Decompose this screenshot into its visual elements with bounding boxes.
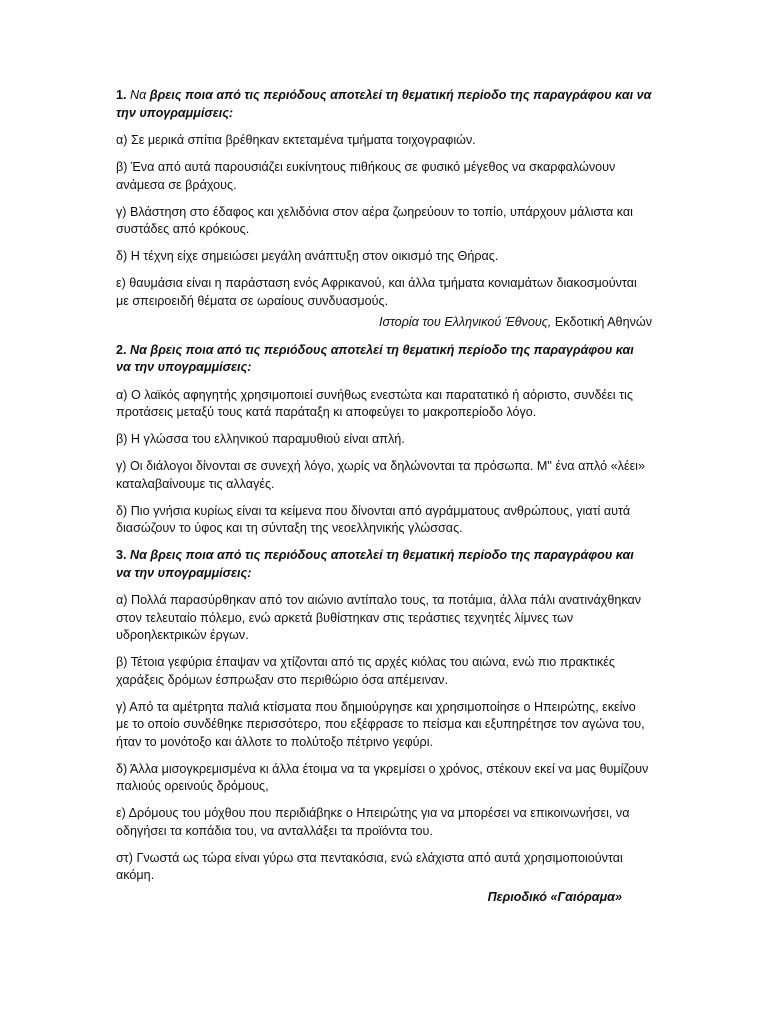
paragraph-sentence: δ) Άλλα μισογκρεμισμένα κι άλλα έτοιμα να τα γκρεμίσει ο χρόνος, στέκουν εκεί να μας θυμίζουν παλιούς ορεινούς δρόμους, [116, 761, 649, 793]
paragraph-sentence: δ) Η τέχνη είχε σημειώσει μεγάλη ανάπτυξη στον οικισμό της Θήρας. [116, 249, 499, 263]
exercise-number: 2. [116, 342, 127, 357]
exercise-title-text: βρεις ποια από τις περιόδους αποτελεί τη θεματική περίοδο της παραγράφου και να την υπογραμμίσεις: [116, 88, 652, 120]
exercise-2 [116, 342, 652, 538]
exercise-title-na: Να [130, 548, 147, 562]
exercise-3-title [116, 547, 652, 582]
source-title: Ιστορία του Ελληνικού Έθνους, [379, 315, 552, 329]
source-citation: Περιοδικό «Γαιόραμα» [487, 889, 622, 904]
exercise-1 [116, 87, 652, 332]
exercise-title-na: Να [130, 88, 147, 102]
paragraph-sentence: γ) Βλάστηση στο έδαφος και χελιδόνια στον αέρα ζωηρεύουν το τοπίο, υπάρχουν μάλιστα και συστάδες από κρόκους. [116, 204, 633, 236]
exercise-title-text: βρεις ποια από τις περιόδους αποτελεί τη θεματική περίοδο της παραγράφου και να την υπογραμμίσεις: [116, 342, 634, 374]
paragraph-sentence: α) Σε μερικά σπίτια βρέθηκαν εκτεταμένα τμήματα τοιχογραφιών. [116, 133, 476, 147]
paragraph-sentence: β) Τέτοια γεφύρια έπαψαν να χτίζονται από τις αρχές κιόλας του αιώνα, ενώ πιο πρακτικές χαράξεις δρόμων έσπρωξαν στο περιθώριο όσα απέμειναν. [116, 655, 615, 687]
exercise-number: 3. [116, 548, 127, 562]
paragraph-sentence: β) Ένα από αυτά παρουσιάζει ευκίνητους πιθήκους σε φυσικό μέγεθος να σκαρφαλώνουν ανάμεσα σε βράχους. [116, 160, 616, 192]
paragraph-sentence: γ) Οι διάλογοι δίνονται σε συνεχή λόγο, χωρίς να δηλώνονται τα πρόσωπα. Μ" ένα απλό «λέει» καταλαβαίνουμε τις αλλαγές. [116, 459, 645, 491]
document-page [116, 87, 652, 906]
exercise-2-title [116, 342, 652, 377]
paragraph-sentence: β) Η γλώσσα του ελληνικού παραμυθιού είναι απλή. [116, 432, 405, 446]
paragraph-sentence: α) Πολλά παρασύρθηκαν από τον αιώνιο αντίπαλο τους, τα ποτάμια, άλλα πάλι ανατινάχθηκαν στον τελευταίο πόλεμο, ενώ αρκετά βυθίστηκαν στις τεράστιες τεχνητές λίμνες των υδροηλεκτρικών έργων. [116, 593, 642, 642]
paragraph-sentence: ε) Δρόμους του μόχθου που περιδιάβηκε ο Ηπειρώτης για να μπορέσει να επικοινωνήσει, να οδηγήσει τα κοπάδια του, να ανταλλάξει τα προϊόντα του. [116, 806, 630, 838]
exercise-title-na: Να [130, 342, 147, 357]
exercise-title-text: βρεις ποια από τις περιόδους αποτελεί τη θεματική περίοδο της παραγράφου και να την υπογραμμίσεις: [116, 548, 634, 580]
exercise-number: 1. [116, 88, 127, 102]
paragraph-sentence: γ) Από τα αμέτρητα παλιά κτίσματα που δημιούργησε και χρησιμοποίησε ο Ηπειρώτης, εκείνο με το οποίο συνδέθηκε περισσότερο, που εξέφρασε το πείσμα και εξυπηρέτησε τον αγώνα του, ήταν το μονότοξο και άλλοτε το πολύτοξο πέτρινο γεφύρι. [116, 699, 645, 749]
paragraph-sentence: ε) θαυμάσια είναι η παράσταση ενός Αφρικανού, και άλλα τμήματα κονιαμάτων διακοσμούνται με σπειροειδή θέματα σε ωραίους συνδυασμούς. [116, 276, 637, 308]
source-publisher: Εκδοτική Αθηνών [551, 315, 652, 329]
source-citation [116, 314, 652, 332]
exercise-3 [116, 547, 652, 906]
paragraph-sentence: α) Ο λαϊκός αφηγητής χρησιμοποιεί συνήθως ενεστώτα και παρατατικό ή αόριστο, συνδέει τις προτάσεις μεταξύ τους κατά παράταξη κι αποφεύγει το μακροπερίοδο λόγο. [116, 387, 633, 419]
paragraph-sentence: δ) Πιο γνήσια κυρίως είναι τα κείμενα που δίνονται από αγράμματους ανθρώπους, γιατί αυτά διασώζουν το ύφος και τη σύνταξη της νεοελληνικής γλώσσας. [116, 503, 631, 535]
exercise-1-title [116, 87, 652, 122]
paragraph-sentence: στ) Γνωστά ως τώρα είναι γύρω στα πεντακόσια, ενώ ελάχιστα από αυτά χρησιμοποιούνται ακόμη. [116, 850, 623, 882]
